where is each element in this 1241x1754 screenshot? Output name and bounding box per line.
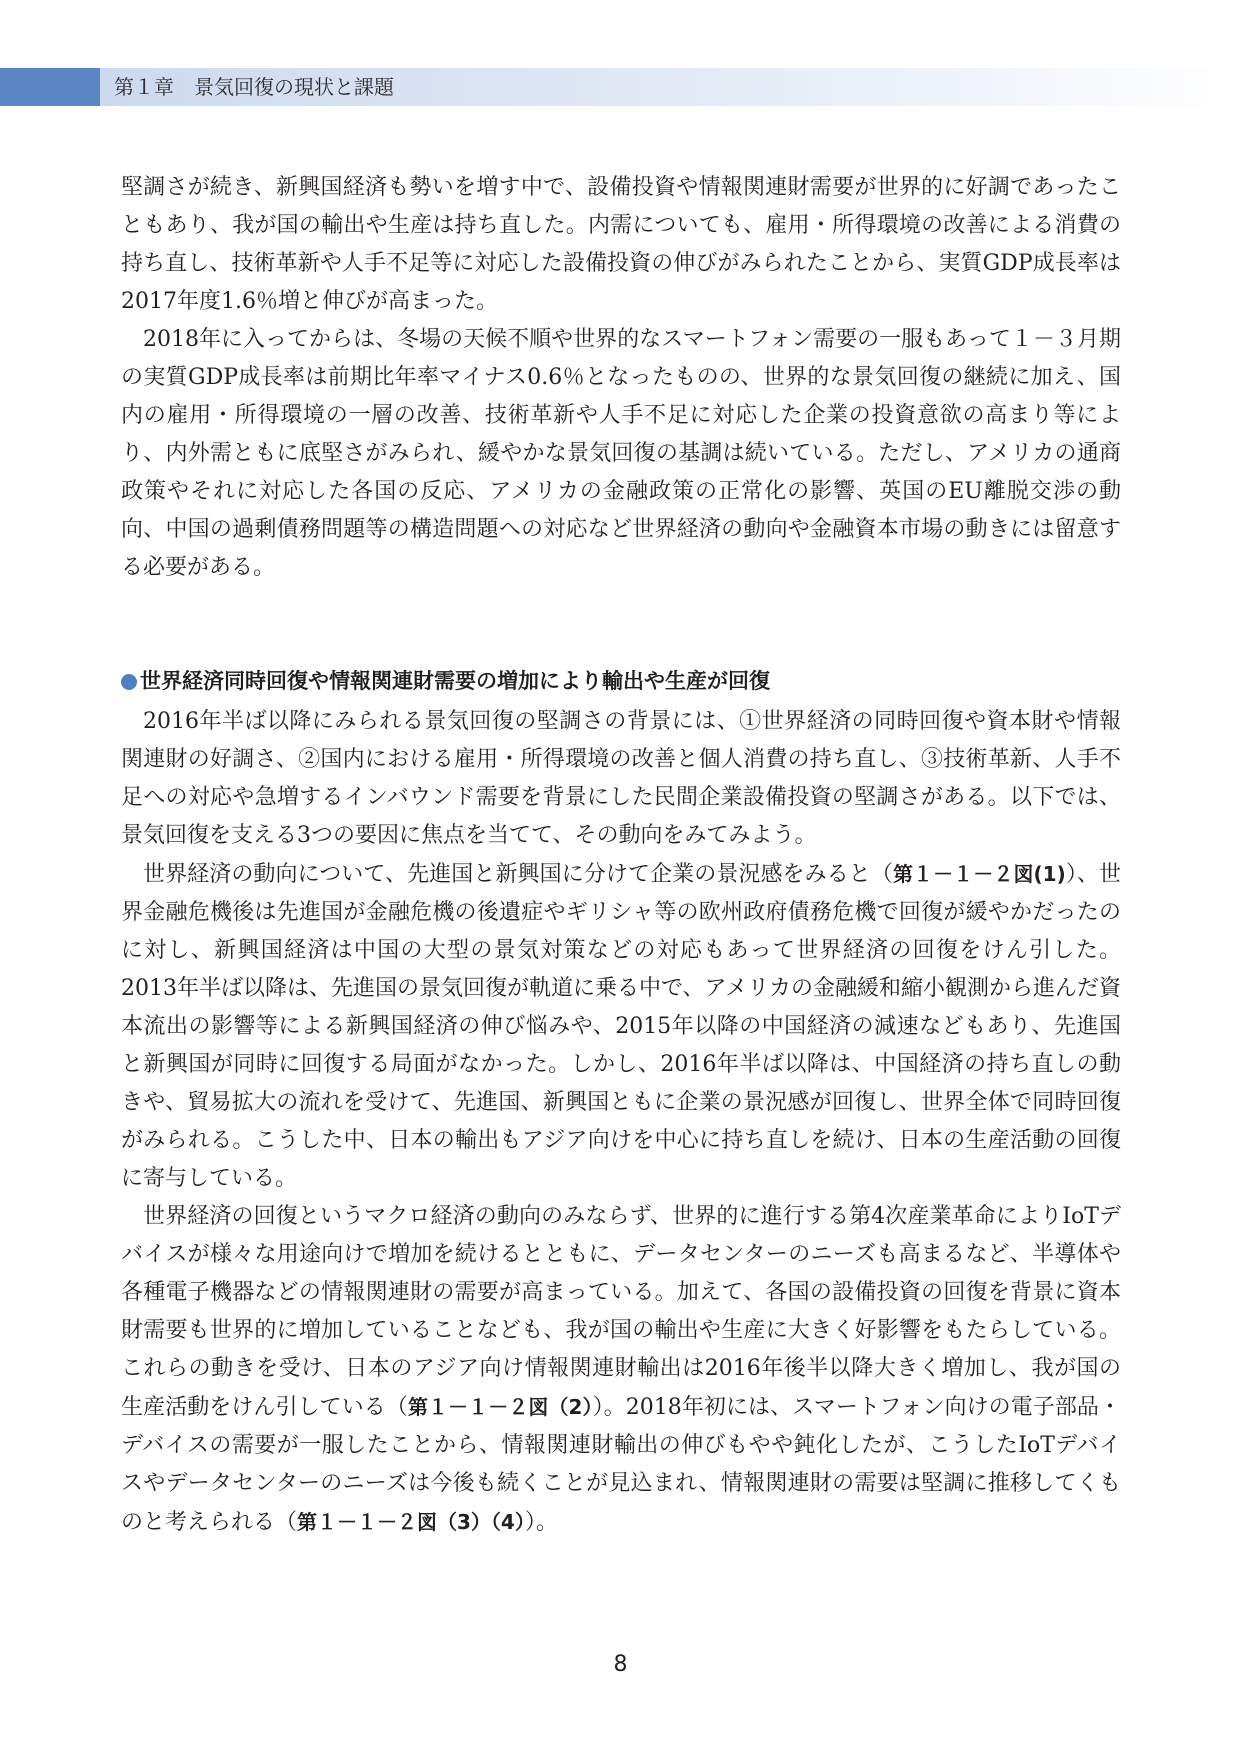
section-heading-text: 世界経済同時回復や情報関連財需要の増加により輸出や生産が回復 [140, 669, 770, 693]
text-run: ）。2018年初には、スマートフォン向けの電子部品・デバイスの需要が一服したことから、情報関連財輸出の伸びもやや鈍化したが、こうしたIoTデバイスやデータセンターのニーズは今後も続くことが見込まれ、情報関連財の需要は堅調に推移してくものと考えられる（ [121, 1395, 1121, 1535]
paragraph [121, 1198, 1121, 1542]
figure-reference: 第１－１－２図（2） [407, 1395, 593, 1419]
bullet-dot-icon [121, 674, 137, 690]
section-intro-text [121, 169, 1121, 587]
text-run: 世界経済の動向について、先進国と新興国に分けて企業の景況感をみると（ [143, 862, 893, 887]
section-heading [121, 664, 1121, 698]
paragraph: 堅調さが続き、新興国経済も勢いを増す中で、設備投資や情報関連財需要が世界的に好調であったこともあり、我が国の輸出や生産は持ち直した。内需についても、雇用・所得環境の改善による消費の持ち直し、技術革新や人手不足等に対応した設備投資の伸びがみられたことから、実質GDP成長率は2017年度1.6％増と伸びが高まった。 [121, 175, 1121, 314]
chapter-accent-block [0, 68, 100, 106]
text-run: ）、世界金融危機後は先進国が金融危機の後遺症やギリシャ等の欧州政府債務危機で回復が緩やかだったのに対し、新興国経済は中国の大型の景気対策などの対応もあって世界経済の回復をけん引した。2013年半ば以降は、先進国の景気回復が軌道に乗る中で、アメリカの金融緩和縮小観測から進んだ資本流出の影響等による新興国経済の伸び悩みや、2015年以降の中国経済の減速などもあり、先進国と新興国が同時に回復する局面がなかった。しかし、2016年半ば以降は、中国経済の持ち直しの動きや、貿易拡大の流れを受けて、先進国、新興国ともに企業の景況感が回復し、世界全体で同時回復がみられる。こうした中、日本の輸出もアジア向けを中心に持ち直しを続け、日本の生産活動の回復に寄与している。 [121, 862, 1122, 1191]
page-number: 8 [613, 1652, 628, 1677]
chapter-header-bar [0, 68, 1241, 106]
figure-reference: 第１－１－２図（3）（4） [297, 1510, 525, 1534]
section-body-text [121, 703, 1121, 1542]
text-run: ）。 [524, 1510, 558, 1535]
paragraph: 2016年半ば以降にみられる景気回復の堅調さの背景には、①世界経済の同時回復や資本財や情報関連財の好調さ、②国内における雇用・所得環境の改善と個人消費の持ち直し、③技術革新、人手不足への対応や急増するインバウンド需要を背景にした民間企業設備投資の堅調さがある。以下では、景気回復を支える3つの要因に焦点を当てて、その動向をみてみよう。 [121, 709, 1121, 848]
paragraph: 2018年に入ってからは、冬場の天候不順や世界的なスマートフォン需要の一服もあって１－３月期の実質GDP成長率は前期比年率マイナス0.6％となったものの、世界的な景気回復の継続に加え、国内の雇用・所得環境の一層の改善、技術革新や人手不足に対応した企業の投資意欲の高まり等により、内外需ともに底堅さがみられ、緩やかな景気回復の基調は続いている。ただし、アメリカの通商政策やそれに対応した各国の反応、アメリカの金融政策の正常化の影響、英国のEU離脱交渉の動向、中国の過剰債務問題等の構造問題への対応など世界経済の動向や金融資本市場の動きには留意する必要がある。 [121, 327, 1121, 580]
text-run: 世界経済の回復というマクロ経済の動向のみならず、世界的に進行する第4次産業革命によりIoTデバイスが様々な用途向けで増加を続けるとともに、データセンターのニーズも高まるなど、半導体や各種電子機器などの情報関連財の需要が高まっている。加えて、各国の設備投資の回復を背景に資本財需要も世界的に増加していることなども、我が国の輸出や生産に大きく好影響をもたらしている。これらの動きを受け、日本のアジア向け情報関連財輸出は2016年後半以降大きく増加し、我が国の生産活動をけん引している（ [121, 1204, 1121, 1420]
figure-reference: 第１－１－２図(1) [892, 862, 1066, 886]
paragraph [121, 855, 1121, 1198]
chapter-title: 第１章 景気回復の現状と課題 [114, 75, 394, 99]
